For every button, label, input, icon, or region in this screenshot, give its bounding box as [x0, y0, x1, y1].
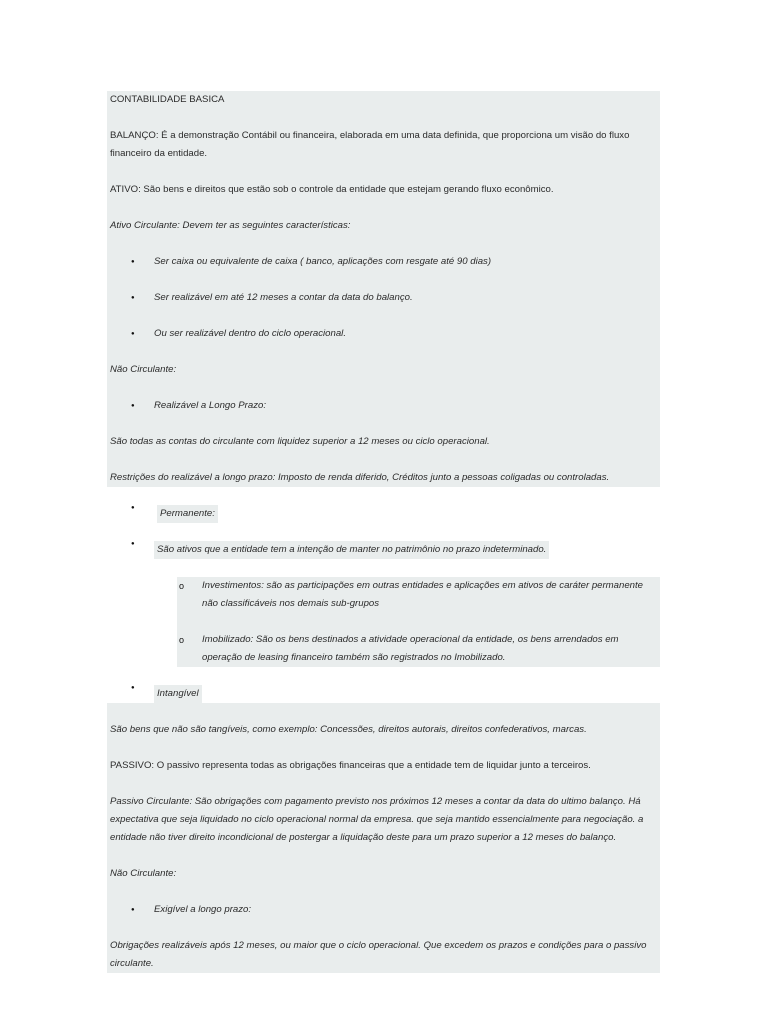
list-item-text: Intangível [154, 685, 202, 703]
spacer [107, 451, 660, 469]
spacer [107, 559, 660, 577]
spacer [107, 847, 660, 865]
spacer [107, 523, 660, 541]
nao-circulante-heading-2: Não Circulante: [107, 865, 660, 883]
list-item [107, 505, 660, 523]
ativo-circulante-heading: Ativo Circulante: Devem ter as seguintes características: [107, 217, 660, 235]
document-page [107, 91, 660, 973]
list-item: ● Ou ser realizável dentro do ciclo operacional. [107, 325, 660, 343]
spacer [107, 271, 660, 289]
spacer [107, 343, 660, 361]
sub-list-item: o Imobilizado: São os bens destinados a atividade operacional da entidade, os bens arrendados em operação de leasing financeiro também são registrados no Imobilizado. [177, 631, 660, 667]
list-item: ● Ser caixa ou equivalente de caixa ( banco, aplicações com resgate até 90 dias) [107, 253, 660, 271]
balanco-paragraph: BALANÇO: É a demonstração Contábil ou financeira, elaborada em uma data definida, que proporciona um visão do fluxo financeiro da entidade. [107, 127, 660, 163]
list-item-text: São ativos que a entidade tem a intenção de manter no patrimônio no prazo indeterminado. [154, 541, 549, 559]
doc-title: CONTABILIDADE BASICA [107, 91, 660, 109]
spacer [107, 307, 660, 325]
passivo-paragraph: PASSIVO: O passivo representa todas as obrigações financeiras que a entidade tem de liquidar junto a terceiros. [107, 757, 660, 775]
list-item [107, 541, 660, 559]
spacer [107, 235, 660, 253]
list-item: ● Realizável a Longo Prazo: [107, 397, 660, 415]
sao-todas-paragraph: São todas as contas do circulante com liquidez superior a 12 meses ou ciclo operacional. [107, 433, 660, 451]
spacer [107, 703, 660, 721]
list-item [107, 685, 660, 703]
spacer [107, 415, 660, 433]
spacer [107, 163, 660, 181]
ativo-paragraph: ATIVO: São bens e direitos que estão sob o controle da entidade que estejam gerando fluxo econômico. [107, 181, 660, 199]
spacer [107, 739, 660, 757]
restricoes-paragraph: Restrições do realizável a longo prazo: Imposto de renda diferido, Créditos junto a pessoas coligadas ou controladas. [107, 469, 660, 487]
obrigacoes-paragraph: Obrigações realizáveis após 12 meses, ou maior que o ciclo operacional. Que excedem os prazos e condições para o passivo circulante. [107, 937, 660, 973]
spacer [107, 109, 660, 127]
sao-bens-paragraph: São bens que não são tangíveis, como exemplo: Concessões, direitos autorais, direitos confederativos, marcas. [107, 721, 660, 739]
spacer [107, 775, 660, 793]
spacer [177, 613, 660, 631]
list-item: ● Ser realizável em até 12 meses a contar da data do balanço. [107, 289, 660, 307]
spacer [107, 487, 660, 505]
spacer [107, 883, 660, 901]
nao-circulante-heading: Não Circulante: [107, 361, 660, 379]
list-item-text: Permanente: [157, 505, 218, 523]
spacer [107, 199, 660, 217]
list-item: ● Exigível a longo prazo: [107, 901, 660, 919]
sub-list-item: o Investimentos: são as participações em outras entidades e aplicações em ativos de caráter permanente não classificáveis nos demais sub-grupos [177, 577, 660, 613]
spacer [107, 919, 660, 937]
passivo-circulante-paragraph: Passivo Circulante: São obrigações com pagamento previsto nos próximos 12 meses a contar da data do ultimo balanço. Há expectativa que seja liquidado no ciclo operacional normal da empresa. que seja mantido essencialmente para negociação. a entidade não tiver direito incondicional de postergar a liquidação deste para um prazo superior a 12 meses do balanço. [107, 793, 660, 847]
spacer [107, 379, 660, 397]
spacer [107, 667, 660, 685]
